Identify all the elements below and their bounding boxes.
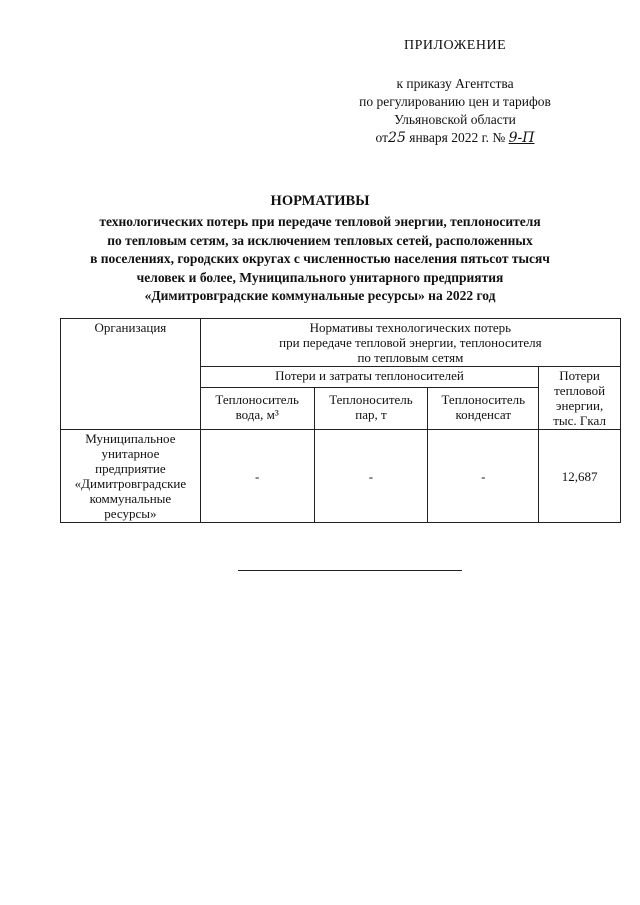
header-water xyxy=(200,388,314,430)
header-steam-line: пар, т xyxy=(355,407,387,422)
org-line: унитарное xyxy=(101,446,160,461)
header-condensate xyxy=(428,388,539,430)
org-line: Муниципальное xyxy=(85,431,176,446)
cell-steam: - xyxy=(314,430,428,523)
header-norms-line: при передаче тепловой энергии, теплоносителя xyxy=(279,335,542,350)
header-norms-line: Нормативы технологических потерь xyxy=(309,320,512,335)
cell-water: - xyxy=(200,430,314,523)
subtitle-line: по тепловым сетям, за исключением тепловых сетей, расположенных xyxy=(107,232,533,248)
order-reference xyxy=(330,75,580,147)
order-number: 9-П xyxy=(508,130,535,146)
order-date-line xyxy=(330,129,580,147)
closing-rule xyxy=(238,570,462,571)
header-organization: Организация xyxy=(61,319,201,430)
subtitle-line: человек и более, Муниципального унитарного предприятия xyxy=(136,269,504,285)
order-line: по регулированию цен и тарифов xyxy=(359,94,551,109)
header-condensate-line: конденсат xyxy=(455,407,512,422)
header-carrier-losses: Потери и затраты теплоносителей xyxy=(200,367,538,388)
subtitle-line: «Димитровградские коммунальные ресурсы» на 2022 год xyxy=(144,288,496,303)
header-steam-line: Теплоноситель xyxy=(329,392,413,407)
subtitle-line: технологических потерь при передаче тепловой энергии, теплоносителя xyxy=(99,214,541,229)
header-norms-line: по тепловым сетям xyxy=(357,350,464,365)
subtitle-line: в поселениях, городских округах с численностью населения пятьсот тысяч xyxy=(90,251,550,266)
org-line: предприятие xyxy=(95,461,166,476)
header-norms xyxy=(200,319,620,367)
header-condensate-line: Теплоноситель xyxy=(441,392,526,407)
header-heat-line: Потери xyxy=(559,368,600,383)
header-heat-line: энергии, xyxy=(555,398,604,413)
org-line: ресурсы» xyxy=(104,506,157,521)
header-water-line: вода, м³ xyxy=(235,407,279,422)
document-title: НОРМАТИВЫ xyxy=(270,193,370,209)
date-prefix: от xyxy=(375,130,389,145)
org-line: «Димитровградские xyxy=(74,476,187,491)
table-row xyxy=(61,430,621,523)
cell-organization xyxy=(61,430,201,523)
header-water-line: Теплоноситель xyxy=(215,392,299,407)
cell-condensate: - xyxy=(428,430,539,523)
header-heat-line: тепловой xyxy=(554,383,606,398)
appendix-label: ПРИЛОЖЕНИЕ xyxy=(404,38,507,53)
order-line: к приказу Агентства xyxy=(396,76,514,91)
date-text: января 2022 г. № xyxy=(409,130,506,145)
norms-table xyxy=(60,318,621,523)
document-subtitle xyxy=(60,213,580,306)
org-line: коммунальные xyxy=(89,491,172,506)
cell-heat-losses: 12,687 xyxy=(539,430,621,523)
order-line: Ульяновской области xyxy=(394,112,516,127)
header-steam xyxy=(314,388,428,430)
header-heat-line: тыс. Гкал xyxy=(553,413,606,428)
header-heat-losses xyxy=(539,367,621,430)
date-day: 25 xyxy=(388,130,406,146)
